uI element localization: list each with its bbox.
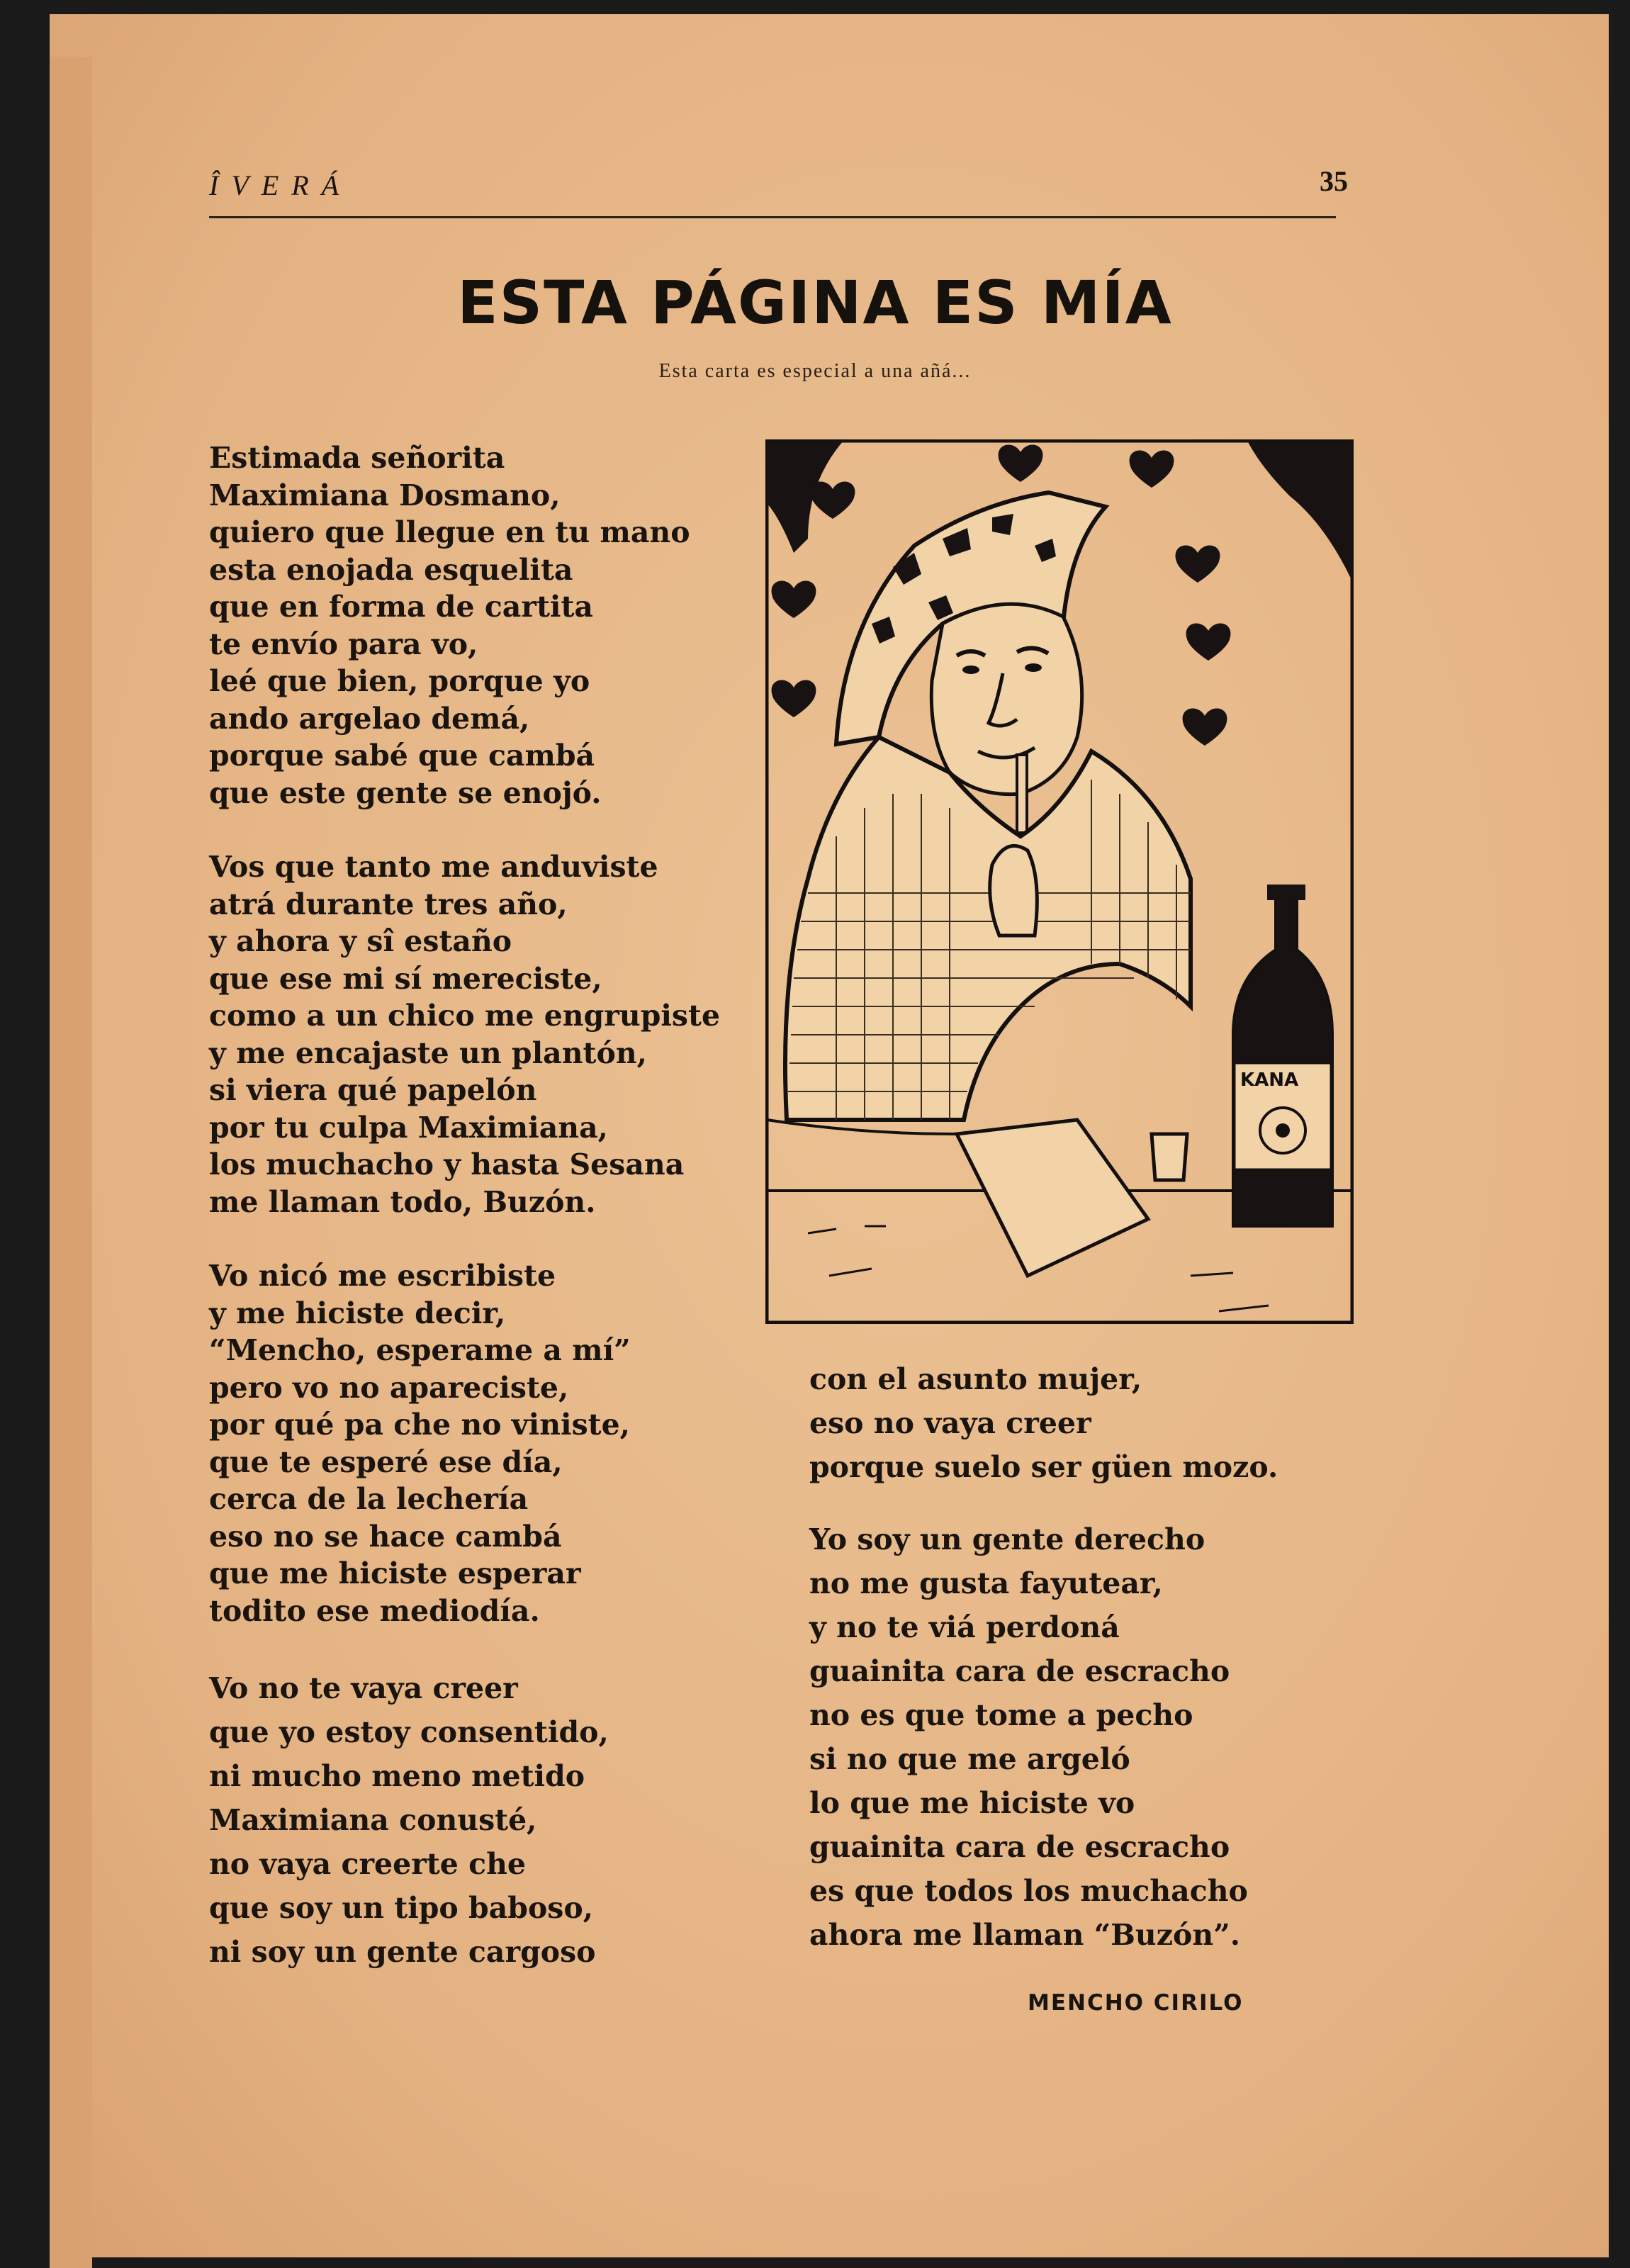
poem-line: lo que me hiciste vo (809, 1786, 1135, 1820)
illustration (765, 439, 1354, 1324)
poem-line: me llaman todo, Buzón. (209, 1184, 596, 1219)
poem-line: porque suelo ser güen mozo. (809, 1450, 1278, 1484)
poem-line: y me hiciste decir, (209, 1296, 506, 1330)
heart-icon (999, 445, 1043, 482)
poem-line: que me hiciste esperar (209, 1556, 581, 1590)
magazine-title: ÎVERÁ (209, 169, 352, 201)
poem-line: atrá durante tres año, (209, 887, 568, 921)
poem-line: guainita cara de escracho (809, 1654, 1230, 1688)
poem-line: Yo soy un gente derecho (809, 1522, 1205, 1556)
author-signature: MENCHO CIRILO (1028, 1990, 1244, 2016)
poem-column-right (809, 1357, 1362, 1985)
poem-line: que yo estoy consentido, (209, 1715, 609, 1749)
poem-line: Vo nicó me escribiste (209, 1259, 556, 1293)
stanza (209, 439, 776, 812)
poem-line: no vaya creerte che (209, 1847, 526, 1881)
poem-line: esta enojada esquelita (209, 552, 573, 587)
stanza (209, 848, 776, 1220)
header-divider (209, 216, 1336, 218)
poem-line: que ese mi sí mereciste, (209, 961, 602, 996)
poem-line: Maximiana conusté, (209, 1803, 537, 1837)
poem-line: que este gente se enojó. (209, 775, 602, 810)
poem-line: ni soy un gente cargoso (209, 1935, 596, 1969)
poem-line: Vo no te vaya creer (209, 1671, 518, 1705)
bottle-label: KANA (1240, 1070, 1299, 1091)
poem-line: leé que bien, porque yo (209, 664, 590, 698)
poem-line: si no que me argeló (809, 1742, 1130, 1776)
poem-line: y ahora y sî estaño (209, 924, 512, 958)
heart-icon (772, 680, 816, 717)
poem-line: Maximiana Dosmano, (209, 478, 561, 512)
poem-line: porque sabé que cambá (209, 739, 595, 773)
poem-line: eso no vaya creer (809, 1406, 1091, 1440)
page-title: ESTA PÁGINA ES MÍA (457, 268, 1173, 337)
stanza (809, 1357, 1362, 1489)
heart-icon (811, 482, 855, 519)
poem-line: con el asunto mujer, (809, 1362, 1142, 1396)
poem-line: te envío para vo, (209, 627, 478, 661)
poem-line: eso no se hace cambá (209, 1519, 562, 1554)
bottle-drawing (1233, 893, 1332, 1226)
page-subtitle: Esta carta es especial a una añá... (658, 360, 972, 382)
poem-line: y no te viá perdoná (809, 1610, 1120, 1644)
poem-line: que en forma de cartita (209, 590, 593, 624)
poem-line: ahora me llaman “Buzón”. (809, 1918, 1240, 1952)
stanza (209, 1666, 776, 1974)
poem-line: por tu culpa Maximiana, (209, 1110, 608, 1145)
poem-line: que te esperé ese día, (209, 1444, 563, 1479)
poem-line: “Mencho, esperame a mí” (209, 1333, 631, 1367)
heart-icon (1183, 709, 1227, 746)
heart-icon (1186, 624, 1231, 661)
poem-line: cerca de la lechería (209, 1482, 529, 1516)
poem-column-left (209, 439, 776, 1974)
previous-page-edge (50, 57, 92, 2268)
heart-icon (772, 581, 816, 618)
poem-line: quiero que llegue en tu mano (209, 515, 690, 549)
stanza (209, 1257, 776, 1629)
poem-line: los muchacho y hasta Sesana (209, 1147, 685, 1181)
corner-shading (1247, 441, 1352, 581)
poem-line: si viera qué papelón (209, 1073, 537, 1107)
poem-line: Estimada señorita (209, 441, 505, 475)
poem-line: guainita cara de escracho (809, 1830, 1230, 1864)
poem-line: ni mucho meno metido (209, 1759, 585, 1793)
paper-drawing (957, 1120, 1148, 1276)
poem-line: todito ese mediodía. (209, 1593, 540, 1628)
poem-line: es que todos los muchacho (809, 1874, 1248, 1908)
heart-icon (1130, 451, 1174, 488)
stanza (809, 1517, 1362, 1957)
poem-line: no me gusta fayutear, (809, 1566, 1163, 1600)
face-drawing (931, 604, 1081, 794)
heart-icon (1176, 546, 1220, 583)
poem-line: pero vo no apareciste, (209, 1370, 569, 1405)
poem-line: y me encajaste un plantón, (209, 1035, 647, 1070)
poem-line: como a un chico me engrupiste (209, 999, 721, 1033)
poem-line: por qué pa che no viniste, (209, 1408, 630, 1442)
page-number: 35 (1320, 165, 1348, 197)
poem-line: no es que tome a pecho (809, 1698, 1193, 1732)
poem-line: que soy un tipo baboso, (209, 1891, 594, 1925)
poem-line: ando argelao demá, (209, 701, 530, 736)
poem-line: Vos que tanto me anduviste (209, 850, 658, 884)
